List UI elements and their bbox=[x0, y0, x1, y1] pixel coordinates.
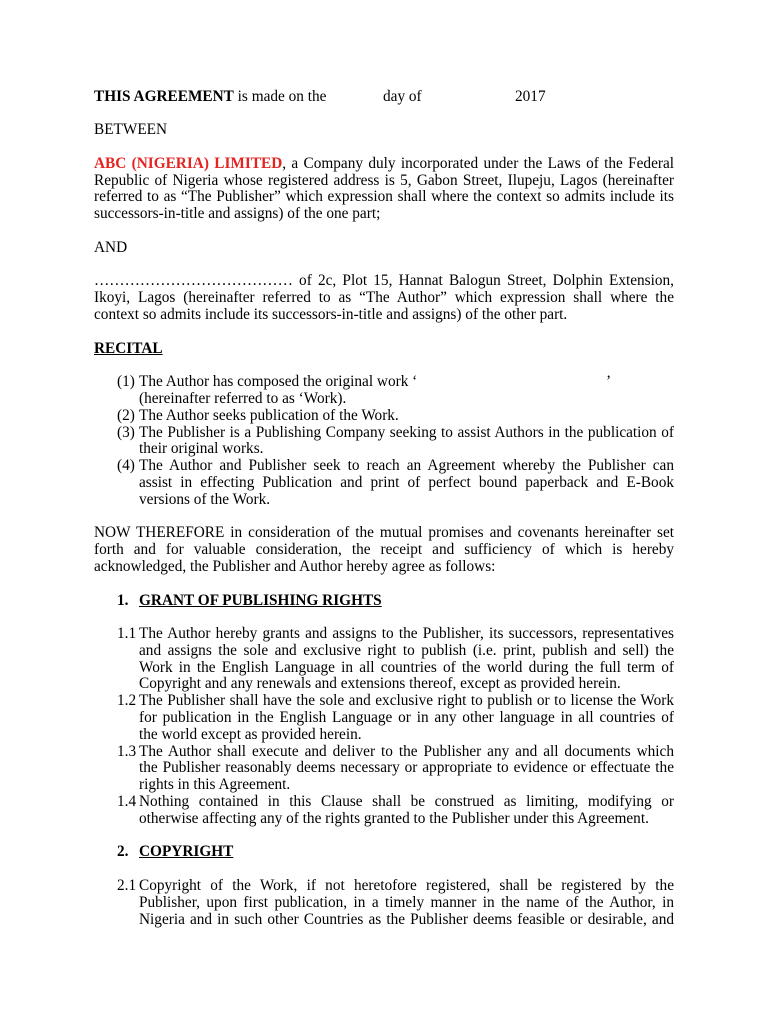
clause-line: rights in this Agreement. bbox=[139, 776, 291, 794]
recital-heading bbox=[94, 341, 674, 358]
recital-item bbox=[94, 458, 674, 508]
recital-list bbox=[94, 374, 674, 508]
recital-item bbox=[94, 374, 674, 408]
clause-line: The Publisher shall have the sole and exclusive right to publish or to license the Work bbox=[139, 692, 674, 710]
section-clauses bbox=[94, 878, 674, 928]
clause-number: 1.1 bbox=[117, 625, 137, 643]
clause-line: Copyright and any renewals and extensions thereof, except as provided herein. bbox=[139, 675, 621, 693]
agreement-date-line bbox=[94, 89, 674, 106]
recital-item-line: The Author seeks publication of the Work. bbox=[139, 406, 399, 424]
clause-line: The Author hereby grants and assigns to the Publisher, its successors, representatives bbox=[139, 625, 674, 643]
clause bbox=[94, 626, 674, 693]
author-party-paragraph bbox=[94, 273, 674, 323]
recital-item-line: assist in effecting Publication and print of perfect bound paperback and E-Book bbox=[139, 473, 674, 491]
clause-line: and assigns the sole and exclusive right to publish (i.e. print, publish and sell) the bbox=[139, 641, 674, 659]
clause-line: Publisher, upon first publication, in a timely manner in the name of the Author, in bbox=[139, 893, 674, 911]
recital-item-line: (hereinafter referred to as ‘Work). bbox=[139, 389, 347, 407]
between-label: BETWEEN bbox=[94, 121, 168, 139]
clause-number: 1.3 bbox=[117, 742, 137, 760]
clause bbox=[94, 794, 674, 828]
clause-line: Nigeria and in such other Countries as the Publisher deems feasible or desirable, and bbox=[139, 910, 674, 928]
clause-line: for publication in the English Language or in any other language in all countries of bbox=[139, 709, 674, 727]
recital-heading-text: RECITAL bbox=[94, 339, 163, 357]
paragraph-line: Republic of Nigeria whose registered address is 5, Gabon Street, Ilupeju, Lagos (hereinafter bbox=[94, 171, 674, 189]
paragraph-line bbox=[94, 156, 674, 173]
recital-item bbox=[94, 425, 674, 459]
paragraph-line: forth and for valuable consideration, the receipt and sufficiency of which is hereby bbox=[94, 541, 674, 559]
paragraph-line: acknowledged, the Publisher and Author hereby agree as follows: bbox=[94, 557, 496, 575]
paragraph-line: ………………………………… of 2c, Plot 15, Hannat Balogun Street, Dolphin Extension, bbox=[94, 272, 674, 290]
recital-item-line: The Publisher is a Publishing Company seeking to assist Authors in the publication of bbox=[139, 423, 674, 441]
section-heading bbox=[94, 844, 674, 861]
agreement-document bbox=[94, 89, 674, 929]
recital-item-line bbox=[139, 374, 674, 391]
recital-item-number: (1) bbox=[117, 373, 135, 391]
recital-item-line: The Author and Publisher seek to reach an Agreement whereby the Publisher can bbox=[139, 457, 674, 475]
clause bbox=[94, 878, 674, 928]
agreement-year: 2017 bbox=[515, 87, 546, 105]
day-of-label: day of bbox=[383, 87, 422, 105]
section-heading bbox=[94, 593, 674, 610]
clause-line: the world except as provided herein. bbox=[139, 725, 362, 743]
clause-line: the Publisher reasonably deems necessary or appropriate to evidence or effectuate the bbox=[139, 759, 674, 777]
clause-line: Nothing contained in this Clause shall be construed as limiting, modifying or bbox=[139, 793, 674, 811]
clause-number: 1.4 bbox=[117, 793, 137, 811]
recital-item bbox=[94, 408, 674, 425]
clause-number: 1.2 bbox=[117, 692, 137, 710]
recital-item-line: versions of the Work. bbox=[139, 490, 271, 508]
paragraph-line: referred to as “The Publisher” which expression shall where the context so admits include its bbox=[94, 188, 674, 206]
clause-number: 2.1 bbox=[117, 877, 137, 895]
recital-item-text: The Author has composed the original work ‘ bbox=[139, 373, 418, 391]
paragraph-line: NOW THEREFORE in consideration of the mutual promises and covenants hereinafter set bbox=[94, 524, 674, 542]
recital-item-line: their original works. bbox=[139, 440, 264, 458]
paragraph-line: context so admits include its successors-in-title and assigns) of the other part. bbox=[94, 305, 568, 323]
now-therefore-paragraph bbox=[94, 525, 674, 575]
clause-line: Work in the English Language in all countries of the world during the full term of bbox=[139, 658, 674, 676]
clause bbox=[94, 693, 674, 743]
recital-item-number: (4) bbox=[117, 457, 135, 475]
paragraph-line: Ikoyi, Lagos (hereinafter referred to as “The Author” which expression shall where the bbox=[94, 289, 674, 307]
publisher-description: , a Company duly incorporated under the Laws of the Federal bbox=[282, 154, 674, 172]
clause-line: The Author shall execute and deliver to the Publisher any and all documents which bbox=[139, 742, 674, 760]
agreement-title: THIS AGREEMENT bbox=[94, 87, 234, 105]
section-number: 2. bbox=[117, 843, 129, 861]
section-clauses bbox=[94, 626, 674, 828]
recital-item-number: (2) bbox=[117, 406, 135, 424]
agreement-made-on-text: is made on the bbox=[233, 87, 327, 105]
section-number: 1. bbox=[117, 591, 129, 609]
paragraph-line: successors-in-title and assigns) of the one part; bbox=[94, 205, 381, 223]
work-title-close-quote: ’ bbox=[606, 373, 612, 391]
section-title: COPYRIGHT bbox=[139, 843, 234, 861]
clause bbox=[94, 744, 674, 794]
clause-line: Copyright of the Work, if not heretofore registered, shall be registered by the bbox=[139, 877, 674, 895]
publisher-name: ABC (NIGERIA) LIMITED bbox=[94, 154, 283, 172]
clause-line: otherwise affecting any of the rights granted to the Publisher under this Agreement. bbox=[139, 809, 649, 827]
and-label: AND bbox=[94, 238, 128, 256]
publisher-party-paragraph bbox=[94, 156, 674, 223]
recital-item-number: (3) bbox=[117, 423, 135, 441]
section-title: GRANT OF PUBLISHING RIGHTS bbox=[139, 591, 382, 609]
